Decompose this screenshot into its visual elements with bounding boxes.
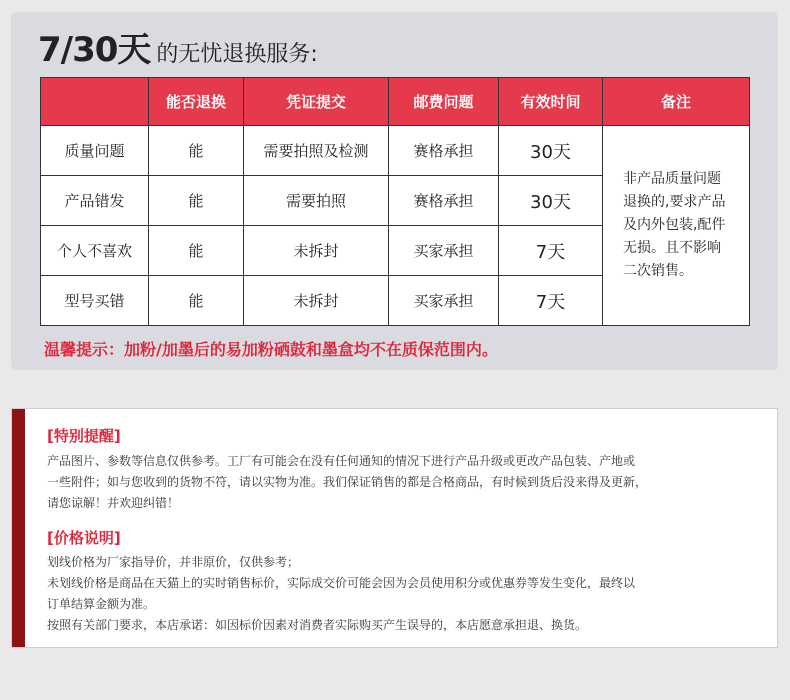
table-cell: 能	[149, 276, 244, 326]
note-line: 及内外包装,配件	[623, 217, 726, 233]
table-cell: 赛格承担	[389, 126, 499, 176]
note-line: 二次销售。	[623, 263, 693, 279]
table-cell: 30天	[499, 126, 603, 176]
table-cell: 能	[149, 126, 244, 176]
warm-tip: 温馨提示：加粉/加墨后的易加粉硒鼓和墨盒均不在质保范围内。	[44, 340, 498, 359]
text-line: 请您谅解！并欢迎纠错！	[47, 496, 180, 510]
text-line: 未划线价格是商品在天猫上的实时销售标价，实际成交价可能会因为会员使用积分或优惠券等发生变化，最终以	[47, 576, 636, 590]
table-row	[41, 126, 750, 176]
header-cell: 凭证提交	[244, 78, 389, 126]
header-cell: 能否退换	[149, 78, 244, 126]
accent-bar	[12, 409, 25, 647]
note-cell	[603, 126, 750, 326]
heading-days: 7/30天	[38, 30, 151, 70]
table-cell: 7天	[499, 276, 603, 326]
table-cell: 需要拍照及检测	[244, 126, 389, 176]
header-cell	[41, 78, 149, 126]
service-heading	[38, 22, 318, 71]
table-cell: 买家承担	[389, 226, 499, 276]
table-cell: 未拆封	[244, 276, 389, 326]
price-notice-text	[47, 552, 635, 636]
note-line: 退换的,要求产品	[623, 194, 726, 210]
table-cell: 未拆封	[244, 226, 389, 276]
row-label: 质量问题	[41, 126, 149, 176]
note-line: 无损。且不影响	[623, 240, 721, 256]
return-policy-table	[40, 77, 750, 326]
note-line: 非产品质量问题	[623, 171, 721, 187]
table-header-row	[41, 78, 750, 126]
text-line: 一些附件；如与您收到的货物不符，请以实物为准。我们保证销售的都是合格商品，有时候到货后没来得及更新，	[47, 475, 648, 489]
special-notice-title: [特别提醒]	[47, 427, 121, 445]
table-cell: 能	[149, 176, 244, 226]
row-label: 个人不喜欢	[41, 226, 149, 276]
header-cell: 邮费问题	[389, 78, 499, 126]
row-label: 产品错发	[41, 176, 149, 226]
table-cell: 能	[149, 226, 244, 276]
table-cell: 赛格承担	[389, 176, 499, 226]
table-cell: 7天	[499, 226, 603, 276]
price-notice-title: [价格说明]	[47, 529, 121, 547]
header-cell: 有效时间	[499, 78, 603, 126]
notice-card	[11, 408, 778, 648]
text-line: 按照有关部门要求，本店承诺：如因标价因素对消费者实际购买产生误导的，本店愿意承担退、换货。	[47, 618, 588, 632]
header-cell: 备注	[603, 78, 750, 126]
text-line: 订单结算金额为准。	[47, 597, 156, 611]
text-line: 划线价格为厂家指导价，并非原价，仅供参考；	[47, 555, 300, 569]
text-line: 产品图片、参数等信息仅供参考。工厂有可能会在没有任何通知的情况下进行产品升级或更改产品包装、产地或	[47, 454, 636, 468]
special-notice-text	[47, 451, 647, 514]
table-cell: 买家承担	[389, 276, 499, 326]
table-cell: 30天	[499, 176, 603, 226]
table-cell: 需要拍照	[244, 176, 389, 226]
heading-text: 的无忧退换服务:	[156, 42, 318, 67]
row-label: 型号买错	[41, 276, 149, 326]
